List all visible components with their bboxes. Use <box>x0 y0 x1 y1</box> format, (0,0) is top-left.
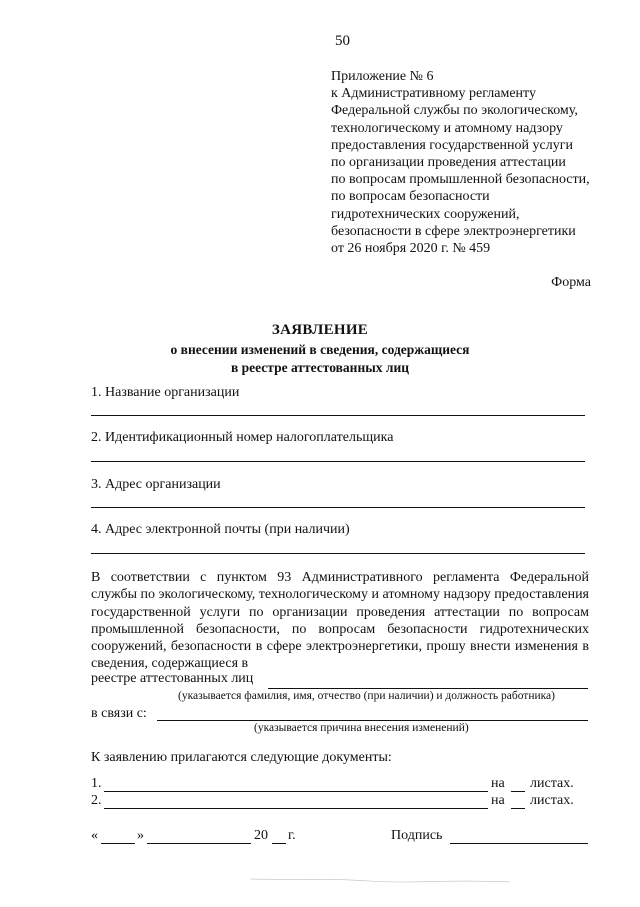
appendix-line: безопасности в сфере электроэнергетики <box>331 223 576 239</box>
date-year-input-line[interactable] <box>272 843 286 844</box>
date-quote-open: « <box>91 828 98 843</box>
appendix-line: к Административному регламенту <box>331 86 536 102</box>
appendix-line: предоставления государственной услуги <box>331 137 573 153</box>
document-title: ЗАЯВЛЕНИЕ <box>271 322 369 338</box>
reason-label: в связи с: <box>91 706 147 721</box>
date-year-prefix: 20 <box>254 828 268 843</box>
page-number: 50 <box>335 33 350 49</box>
attachment-2-input-line[interactable] <box>104 808 488 809</box>
org-name-input-line[interactable] <box>91 415 585 416</box>
appendix-line: Приложение № 6 <box>331 69 434 84</box>
attachment-1-sheets-input-line[interactable] <box>511 791 525 792</box>
date-day-input-line[interactable] <box>101 843 135 844</box>
field-label-inn: 2. Идентификационный номер налогоплательщика <box>91 430 394 445</box>
attachment-sheets: листах. <box>530 793 574 808</box>
appendix-line: технологическому и атомному надзору <box>331 120 563 136</box>
address-input-line[interactable] <box>91 507 585 508</box>
form-label: Форма <box>551 275 591 290</box>
email-input-line[interactable] <box>91 553 585 554</box>
subtitle-line: о внесении изменений в сведения, содержащиеся <box>170 342 470 357</box>
attachment-2-sheets-input-line[interactable] <box>511 808 525 809</box>
paragraph-last-line: реестре аттестованных лиц <box>91 671 254 686</box>
attachment-num: 2. <box>91 793 102 808</box>
subtitle-line: в реестре аттестованных лиц <box>230 360 410 375</box>
hint-person: (указывается фамилия, имя, отчество (при наличии) и должность работника) <box>178 690 555 702</box>
document-subtitle <box>0 341 640 377</box>
appendix-line: гидротехнических сооружений, <box>331 206 520 222</box>
date-month-input-line[interactable] <box>147 843 251 844</box>
scan-mark <box>250 867 510 907</box>
paragraph-body: В соответствии с пунктом 93 Административного регламента Федеральной службы по экологическому, технологическому и атомному надзору предоставления государственной услуги по организации проведения аттестации по вопросам промышленной безопасности, по вопросам безопасности гидротехнических сооружений, безопасности в сфере электроэнергетики, прошу внести изменения в сведения, содержащиеся в <box>91 570 589 672</box>
appendix-line: по вопросам безопасности <box>331 189 490 205</box>
reason-input-line[interactable] <box>157 720 588 721</box>
person-input-line[interactable] <box>268 688 588 689</box>
appendix-line: по вопросам промышленной безопасности, <box>331 172 590 188</box>
attachment-1-input-line[interactable] <box>104 791 488 792</box>
field-label-email: 4. Адрес электронной почты (при наличии) <box>91 522 350 537</box>
attachment-na: на <box>491 793 505 808</box>
attachment-num: 1. <box>91 776 102 791</box>
attachments-heading: К заявлению прилагаются следующие документы: <box>91 750 392 765</box>
date-quote-close: » <box>137 828 144 843</box>
request-paragraph <box>91 569 589 673</box>
signature-input-line[interactable] <box>450 843 588 844</box>
appendix-line: Федеральной службы по экологическому, <box>331 103 578 119</box>
inn-input-line[interactable] <box>91 461 585 462</box>
attachment-sheets: листах. <box>530 776 574 791</box>
field-label-org-name: 1. Название организации <box>91 385 240 400</box>
signature-label: Подпись <box>391 828 443 843</box>
attachment-na: на <box>491 776 505 791</box>
date-year-suffix: г. <box>288 828 296 843</box>
appendix-block <box>331 68 631 257</box>
appendix-line: по организации проведения аттестации <box>331 155 566 171</box>
appendix-line: от 26 ноября 2020 г. № 459 <box>331 241 491 257</box>
hint-reason: (указывается причина внесения изменений) <box>254 722 469 734</box>
field-label-address: 3. Адрес организации <box>91 477 221 492</box>
